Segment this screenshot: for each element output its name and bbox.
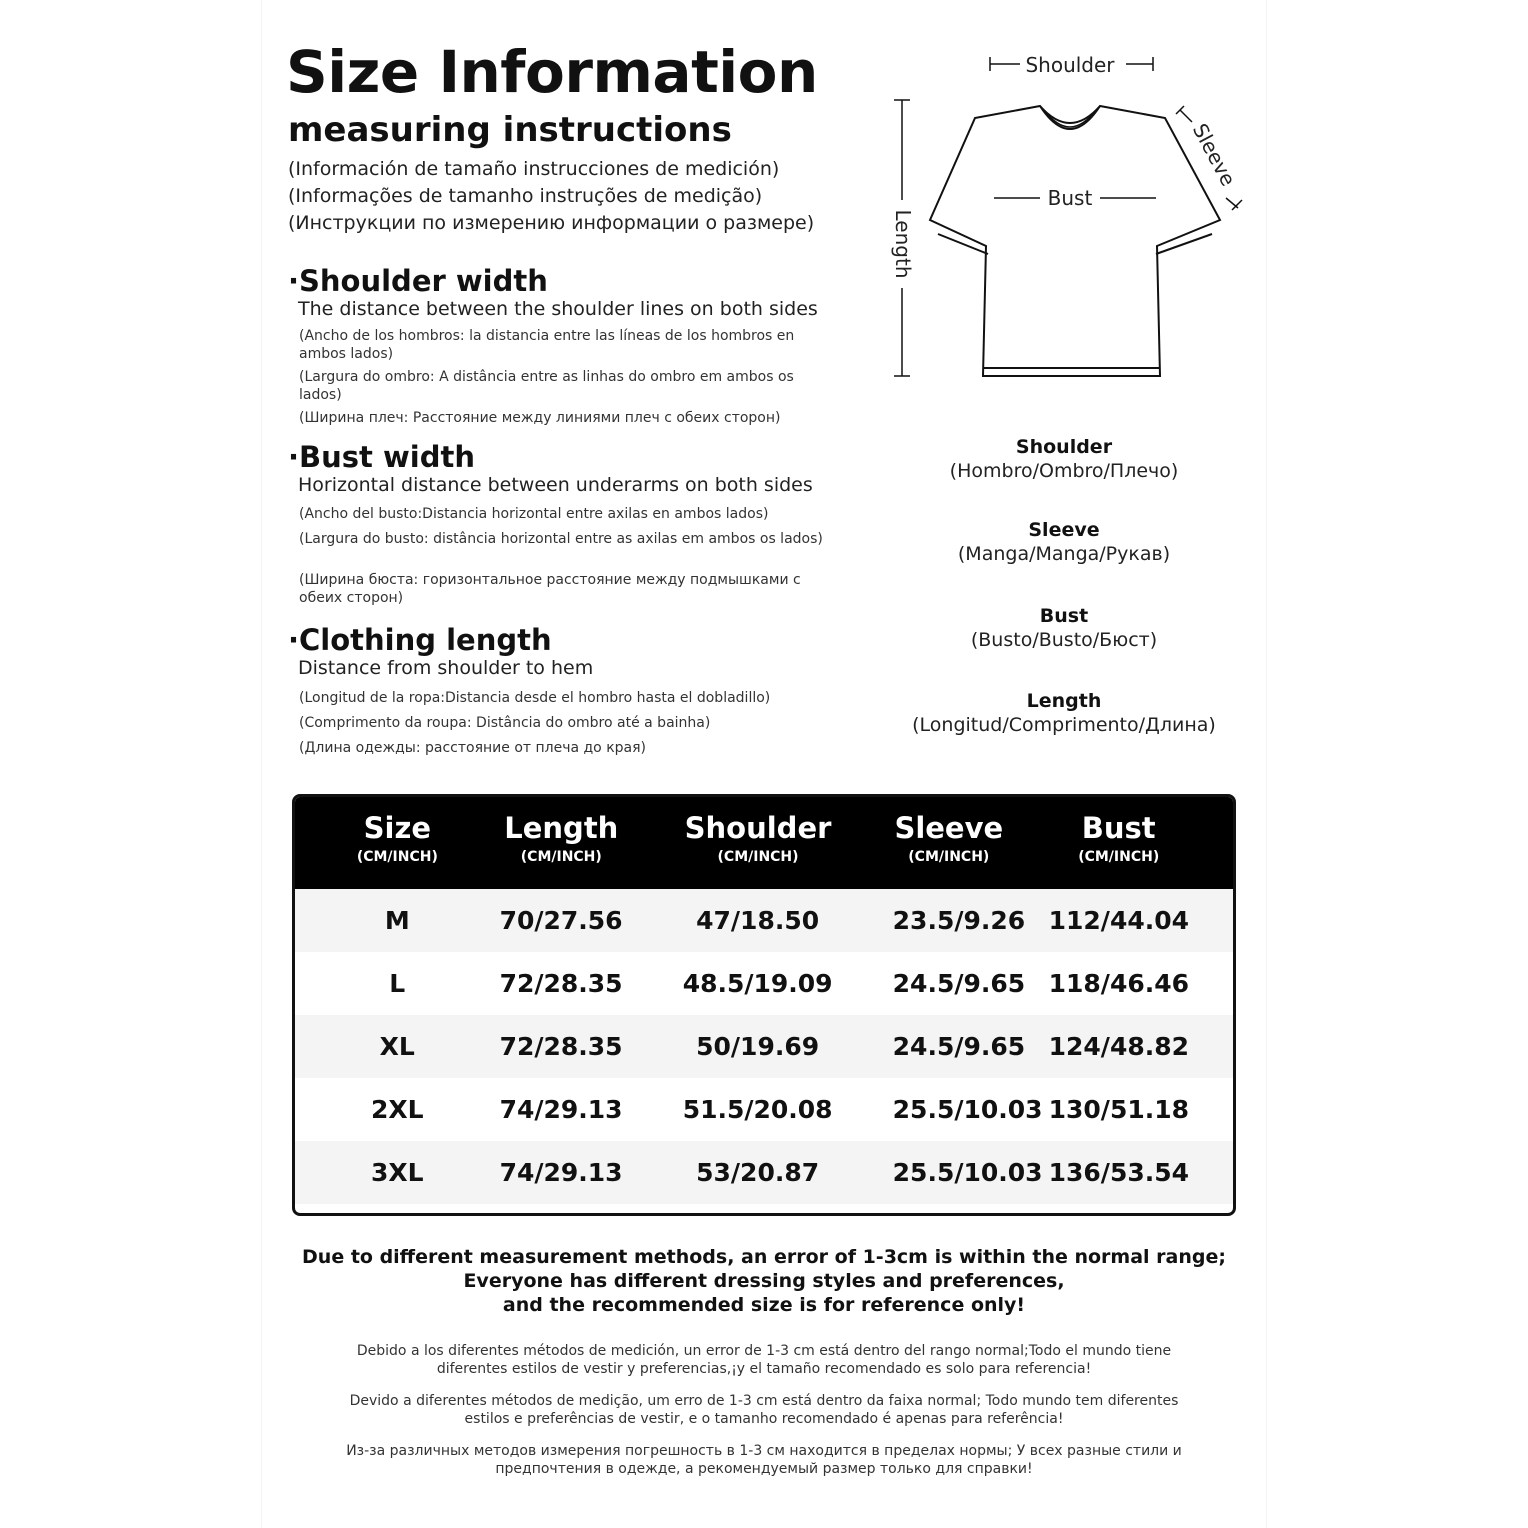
table-cell-bust: 130/51.18 <box>1048 1095 1190 1124</box>
table-cell-shoulder: 51.5/20.08 <box>682 1095 833 1124</box>
column-header-label: Sleeve <box>894 811 1004 845</box>
legend-name: Bust <box>1039 605 1089 627</box>
table-cell-sleeve: 24.5/9.65 <box>892 969 1026 998</box>
diagram-label-bust: Bust <box>1047 186 1093 210</box>
disclaimer-line: Everyone has different dressing styles and preferences, <box>463 1270 1065 1292</box>
section-desc-bust: Horizontal distance between underarms on both sides <box>298 474 813 496</box>
table-cell-size: 3XL <box>370 1158 424 1187</box>
section-note-bust-es: (Ancho del busto:Distancia horizontal entre axilas en ambos lados) <box>299 506 769 522</box>
legend-item-shoulder <box>884 436 1244 482</box>
size-table-header <box>295 797 1233 889</box>
subtitle-translation-ru: (Инструкции по измерению информации о размере) <box>288 212 815 234</box>
section-note-length-pt: (Comprimento da roupa: Distância do ombro até a bainha) <box>299 715 711 731</box>
column-header-sleeve <box>893 797 1004 889</box>
table-cell-bust: 118/46.46 <box>1048 969 1190 998</box>
table-cell-bust: 124/48.82 <box>1048 1032 1190 1061</box>
section-desc-length: Distance from shoulder to hem <box>298 657 594 679</box>
tshirt-collar <box>1040 106 1100 129</box>
disclaimer-main <box>292 1245 1236 1317</box>
legend-translation: (Longitud/Comprimento/Длина) <box>912 714 1216 736</box>
table-cell-shoulder: 48.5/19.09 <box>682 969 833 998</box>
legend-translation: (Hombro/Ombro/Плечо) <box>949 460 1179 482</box>
column-header-shoulder <box>623 797 893 889</box>
table-cell-size: 2XL <box>370 1095 424 1124</box>
section-note-shoulder-es: (Ancho de los hombros: la distancia entre las líneas de los hombros en ambos lados) <box>299 328 795 362</box>
table-cell-length: 72/28.35 <box>499 969 623 998</box>
table-cell-size: M <box>384 906 410 935</box>
table-cell-length: 70/27.56 <box>499 906 623 935</box>
legend-name: Shoulder <box>1015 436 1113 458</box>
table-cell-bust: 112/44.04 <box>1048 906 1190 935</box>
diagram-label-length: Length <box>891 209 915 279</box>
diagram-label-sleeve: Sleeve <box>1187 119 1241 190</box>
legend-name: Sleeve <box>1028 519 1100 541</box>
column-header-unit: (CM/INCH) <box>908 849 990 865</box>
section-note-bust-ru: (Ширина бюста: горизонтальное расстояние между подмышками с обеих сторон) <box>299 572 801 606</box>
table-row <box>295 1141 1233 1204</box>
column-header-unit: (CM/INCH) <box>520 849 602 865</box>
table-cell-length: 72/28.35 <box>499 1032 623 1061</box>
table-cell-sleeve: 24.5/9.65 <box>892 1032 1026 1061</box>
section-note-bust-pt: (Largura do busto: distância horizontal entre as axilas em ambos os lados) <box>299 531 823 547</box>
legend-item-bust <box>884 605 1244 651</box>
table-row <box>295 952 1233 1015</box>
section-heading-bust: ·Bust width <box>288 440 475 474</box>
disclaimer-pt: Devido a diferentes métodos de medição, um erro de 1-3 cm está dentro da faixa normal; Todo mundo tem diferentes estilos e preferências de vestir, e o tamanho recomendado é apenas para referência! <box>349 1393 1179 1427</box>
legend-name: Length <box>1026 690 1102 712</box>
section-heading-length: ·Clothing length <box>288 623 552 657</box>
tshirt-diagram <box>880 40 1260 400</box>
column-header-size <box>295 797 500 889</box>
table-row <box>295 1015 1233 1078</box>
column-header-label: Size <box>363 811 432 845</box>
column-header-label: Length <box>504 811 619 845</box>
subtitle-translation-pt: (Informações de tamanho instruções de medição) <box>288 185 763 207</box>
legend-translation: (Manga/Manga/Рукав) <box>957 543 1171 565</box>
table-cell-shoulder: 47/18.50 <box>696 906 820 935</box>
column-header-bust <box>1004 797 1233 889</box>
section-note-length-es: (Longitud de la ropa:Distancia desde el hombro hasta el dobladillo) <box>299 690 771 706</box>
table-cell-sleeve: 25.5/10.03 <box>892 1095 1043 1124</box>
diagram-label-shoulder: Shoulder <box>1025 53 1115 77</box>
tshirt-outline <box>930 106 1220 376</box>
disclaimer-line: and the recommended size is for reference only! <box>502 1294 1026 1316</box>
table-cell-sleeve: 23.5/9.26 <box>892 906 1026 935</box>
section-note-length-ru: (Длина одежды: расстояние от плеча до края) <box>299 740 647 756</box>
table-cell-bust: 136/53.54 <box>1048 1158 1190 1187</box>
column-header-unit: (CM/INCH) <box>1078 849 1160 865</box>
disclaimer-line: Due to different measurement methods, an error of 1-3cm is within the normal range; <box>302 1246 1226 1268</box>
section-heading-shoulder: ·Shoulder width <box>288 264 548 298</box>
section-note-shoulder-ru: (Ширина плеч: Расстояние между линиями плеч с обеих сторон) <box>299 410 781 426</box>
legend-item-length <box>884 690 1244 736</box>
section-desc-shoulder: The distance between the shoulder lines on both sides <box>298 298 818 320</box>
table-cell-sleeve: 25.5/10.03 <box>892 1158 1043 1187</box>
table-cell-shoulder: 53/20.87 <box>696 1158 820 1187</box>
table-cell-size: XL <box>379 1032 415 1061</box>
table-cell-length: 74/29.13 <box>499 1095 623 1124</box>
section-note-shoulder-pt: (Largura do ombro: A distância entre as linhas do ombro em ambos os lados) <box>299 369 794 403</box>
column-header-unit: (CM/INCH) <box>356 849 438 865</box>
table-row <box>295 889 1233 952</box>
table-cell-size: L <box>389 969 406 998</box>
page-title: Size Information <box>286 38 818 106</box>
column-header-label: Shoulder <box>684 811 832 845</box>
legend-item-sleeve <box>884 519 1244 565</box>
table-row <box>295 1078 1233 1141</box>
subtitle-translation-es: (Información de tamaño instrucciones de medición) <box>288 158 780 180</box>
column-header-label: Bust <box>1081 811 1156 845</box>
table-cell-shoulder: 50/19.69 <box>696 1032 820 1061</box>
column-header-length <box>500 797 623 889</box>
size-table <box>292 794 1236 1216</box>
page-subtitle: measuring instructions <box>288 110 732 150</box>
column-header-unit: (CM/INCH) <box>717 849 799 865</box>
table-cell-length: 74/29.13 <box>499 1158 623 1187</box>
disclaimer-ru: Из-за различных методов измерения погрешность в 1-3 см находится в пределах нормы; У всех разные стили и предпочтения в одежде, а рекомендуемый размер только для справки! <box>346 1443 1182 1477</box>
legend-translation: (Busto/Busto/Бюст) <box>970 629 1158 651</box>
disclaimer-es: Debido a los diferentes métodos de medición, un error de 1-3 cm está dentro del rango normal;Todo el mundo tiene diferentes estilos de vestir y preferencias,¡y el tamaño recomendado es solo para referencia! <box>356 1343 1172 1377</box>
